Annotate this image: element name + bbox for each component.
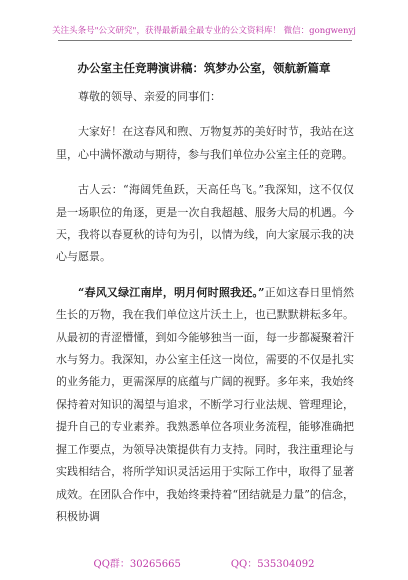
page-footer bbox=[0, 555, 408, 570]
body-paragraph-3 bbox=[56, 282, 354, 528]
document-title: 办公室主任竞聘演讲稿：筑梦办公室，领航新篇章 bbox=[77, 61, 331, 75]
footer-qq-number: QQ：535304092 bbox=[230, 559, 315, 570]
page-header-banner: 关注头条号"公文研究"，获得最新最全最专业的公文资料库！ 微信：gongwenyj bbox=[52, 26, 356, 36]
poem-quote: “春风又绿江南岸，明月何时照我还。” bbox=[78, 285, 265, 299]
document-body bbox=[56, 86, 354, 541]
footer-qq-group: QQ群：30265665 bbox=[93, 559, 181, 570]
body-paragraph-1: 大家好！在这春风和煦、万物复苏的美好时节，我站在这里，心中满怀激动与期待，参与我们单位办公室主任的竞聘。 bbox=[56, 125, 354, 161]
body-paragraph-3-text: 正如这春日里悄然生长的万物，我在我们单位这片沃土上，也已默默耕耘多年。从最初的青涩懵懂，到如今能够独当一面，每一步都凝聚着汗水与努力。我深知，办公室主任这一岗位，需要的不仅是扎实的业务能力，更需深厚的底蕴与广阔的视野。多年来，我始终保持着对知识的渴望与追求，不断学习行业法规、管理理论，提升自己的专业素养。我熟悉单位各项业务流程，能够准确把握工作要点，为领导决策提供有力支持。同时，我注重理论与实践相结合，将所学知识灵活运用于实际工作中，取得了显著成效。在团队合作中，我始终秉持着“团结就是力量”的信念，积极协调 bbox=[56, 285, 355, 523]
header-divider bbox=[58, 40, 352, 41]
body-paragraph-2: 古人云：“海阔凭鱼跃，天高任鸟飞。”我深知，这不仅仅是一场职位的角逐，更是一次自我超越、服务大局的机遇。今天，我将以春夏秋的诗句为引，以情为线，向大家展示我的决心与愿景。 bbox=[56, 183, 354, 264]
greeting-paragraph: 尊敬的领导、亲爱的同事们： bbox=[78, 90, 221, 103]
